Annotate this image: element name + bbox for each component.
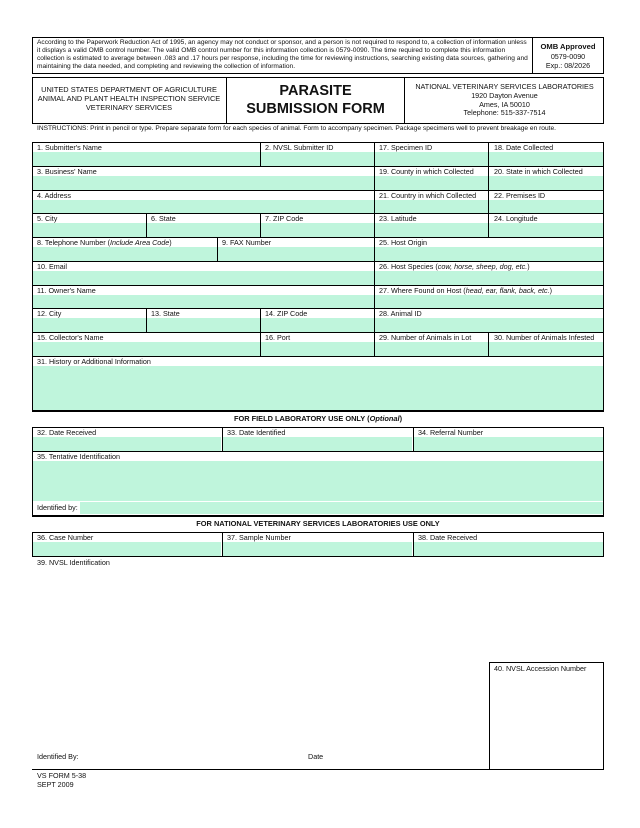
omb-title: OMB Approved <box>540 42 596 51</box>
port-input[interactable] <box>261 342 374 356</box>
grid-line <box>146 308 147 332</box>
label-part: head, ear, flank, back, etc. <box>465 286 550 295</box>
address-input[interactable] <box>33 200 374 213</box>
state-input[interactable] <box>147 223 260 237</box>
form-title-line-1: PARASITE <box>279 83 352 99</box>
animals-in-lot-input[interactable] <box>375 342 488 356</box>
form-title-line-2: SUBMISSION FORM <box>246 101 385 117</box>
grid-line <box>603 532 604 556</box>
agency-line-3: VETERINARY SERVICES <box>85 102 173 112</box>
longitude-input[interactable] <box>489 223 603 237</box>
nvsl-submitter-id-input[interactable] <box>261 152 374 166</box>
country-collected-input[interactable] <box>375 200 488 213</box>
field-label: 37. Sample Number <box>227 533 291 542</box>
agency-line-2: ANIMAL AND PLANT HEALTH INSPECTION SERVICE <box>37 93 221 103</box>
owner-state-input[interactable] <box>147 318 260 332</box>
collector-name-input[interactable] <box>33 342 260 356</box>
field-label: 9. FAX Number <box>222 238 272 247</box>
paperwork-notice: According to the Paperwork Reduction Act of 1995, an agency may not conduct or sponsor, and a person is not required to respond to, a collection of information unless it displays a valid OMB control number. The valid OMB control number for this information collection is 0579-0090. The time required to complete this information collection is estimated to average between .083 and .17 hours per response, including the time for reviewing instructions, searching existing data sources, gathering and maintaining the data needed, and completing and reviewing the collection of information. <box>37 39 528 70</box>
zip-code-input[interactable] <box>261 223 374 237</box>
specimen-id-input[interactable] <box>375 152 488 166</box>
grid-line <box>488 213 489 237</box>
referral-number-input[interactable] <box>414 437 603 451</box>
field-label: Identified By: <box>37 752 79 761</box>
field-label: 23. Latitude <box>379 214 417 223</box>
grid-line <box>413 532 414 556</box>
label-part: 26. Host Species ( <box>379 262 438 271</box>
field-label: 28. Animal ID <box>379 309 422 318</box>
form-title <box>227 82 404 118</box>
field-label: 11. Owner's Name <box>37 286 96 295</box>
field-label: 1. Submitter's Name <box>37 143 102 152</box>
grid-line <box>32 427 33 515</box>
agency-block <box>33 86 225 112</box>
lab-address <box>405 83 604 118</box>
field-label: 36. Case Number <box>37 533 94 542</box>
history-textarea[interactable] <box>33 366 603 410</box>
field-label: 20. State in which Collected <box>494 167 583 176</box>
grid-line <box>488 142 489 213</box>
identified-by-input[interactable] <box>80 502 603 514</box>
lab-address-2: Ames, IA 50010 <box>479 99 530 109</box>
field-label: 34. Referral Number <box>418 428 484 437</box>
field-label: 12. City <box>37 309 62 318</box>
sample-number-input[interactable] <box>223 542 412 556</box>
field-label: 10. Email <box>37 262 67 271</box>
rule <box>32 532 604 533</box>
form-number: VS FORM 5-38 <box>37 771 87 780</box>
premises-id-input[interactable] <box>489 200 603 213</box>
field-label: 7. ZIP Code <box>265 214 304 223</box>
grid-line <box>32 532 33 556</box>
fax-input[interactable] <box>218 247 374 261</box>
label-part: ) <box>169 238 172 247</box>
rule <box>32 427 604 428</box>
business-name-input[interactable] <box>33 176 374 190</box>
grid-line <box>413 427 414 451</box>
grid-line <box>222 427 223 451</box>
animal-id-input[interactable] <box>375 318 603 332</box>
lab-phone: Telephone: 515-337-7514 <box>463 108 546 118</box>
date-collected-input[interactable] <box>489 152 603 166</box>
grid-line <box>217 237 218 261</box>
field-label: 19. County in which Collected <box>379 167 474 176</box>
label-part: cow, horse, sheep, dog, etc. <box>437 262 528 271</box>
heading-part: Optional <box>369 414 400 423</box>
field-label: 6. State <box>151 214 176 223</box>
lab-address-1: 1920 Dayton Avenue <box>471 90 538 100</box>
grid-line <box>222 532 223 556</box>
rule <box>32 515 604 517</box>
field-label: 4. Address <box>37 191 71 200</box>
host-origin-input[interactable] <box>375 247 603 261</box>
telephone-input[interactable] <box>33 247 217 261</box>
rule <box>32 308 604 309</box>
label-part: ) <box>527 262 530 271</box>
grid-line <box>488 332 489 356</box>
label-part: 8. Telephone Number ( <box>37 238 110 247</box>
heading-part: ) <box>399 414 403 423</box>
field-label: 22. Premises ID <box>494 191 546 200</box>
field-label: 17. Specimen ID <box>379 143 433 152</box>
form-date: SEPT 2009 <box>37 780 74 789</box>
county-collected-input[interactable] <box>375 176 488 190</box>
label-part: 27. Where Found on Host ( <box>379 286 466 295</box>
field-label: 13. State <box>151 309 180 318</box>
field-label: 33. Date Identified <box>227 428 286 437</box>
field-label: 25. Host Origin <box>379 238 427 247</box>
heading-part: FOR FIELD LABORATORY USE ONLY ( <box>233 414 370 423</box>
lab-name: NATIONAL VETERINARY SERVICES LABORATORIES <box>415 82 594 91</box>
field-label: 2. NVSL Submitter ID <box>265 143 334 152</box>
submitter-name-input[interactable] <box>33 152 260 166</box>
field-lab-heading <box>32 414 604 424</box>
grid-line <box>603 427 604 515</box>
owner-zip-input[interactable] <box>261 318 374 332</box>
rule <box>32 410 604 412</box>
grid-line <box>374 142 375 356</box>
agency-line-1: UNITED STATES DEPARTMENT OF AGRICULTURE <box>41 85 217 94</box>
label-part: Include Area Code <box>109 238 170 247</box>
grid-line <box>260 213 261 237</box>
field-label: 24. Longitude <box>494 214 538 223</box>
field-label: 32. Date Received <box>37 428 97 437</box>
grid-line <box>260 142 261 166</box>
field-label: 40. NVSL Accession Number <box>494 664 587 673</box>
field-label: 3. Business' Name <box>37 167 97 176</box>
field-label: 5. City <box>37 214 58 223</box>
city-input[interactable] <box>33 223 146 237</box>
nvsl-date-received-input[interactable] <box>414 542 603 556</box>
field-label: 31. History or Additional Information <box>37 357 151 366</box>
field-label: 29. Number of Animals in Lot <box>379 333 472 342</box>
grid-line <box>260 308 261 356</box>
where-found-input[interactable] <box>375 295 603 308</box>
omb-expiration: Exp.: 08/2026 <box>545 61 591 70</box>
field-label <box>379 262 530 271</box>
omb-number: 0579-0090 <box>550 52 586 61</box>
field-label: 30. Number of Animals Infested <box>494 333 595 342</box>
accession-number-box[interactable] <box>489 662 604 770</box>
state-collected-input[interactable] <box>489 176 603 190</box>
field-label: Date <box>308 752 324 761</box>
field-label: 21. Country in which Collected <box>379 191 477 200</box>
tentative-identification-textarea[interactable] <box>33 461 603 501</box>
grid-line <box>146 213 147 237</box>
omb-box <box>533 42 603 70</box>
field-label: 35. Tentative Identification <box>37 452 120 461</box>
grid-line <box>32 142 33 410</box>
case-number-input[interactable] <box>33 542 221 556</box>
rule <box>32 769 604 770</box>
grid-line <box>603 142 604 410</box>
animals-infested-input[interactable] <box>489 342 603 356</box>
owner-name-input[interactable] <box>33 295 374 308</box>
field-label: 16. Port <box>265 333 291 342</box>
field-label: Identified by: <box>37 503 78 512</box>
rule <box>32 556 604 557</box>
field-label <box>37 238 172 247</box>
date-received-input[interactable] <box>33 437 221 451</box>
nvsl-heading: FOR NATIONAL VETERINARY SERVICES LABORATORIES USE ONLY <box>196 519 440 528</box>
email-input[interactable] <box>33 271 374 285</box>
field-label: 15. Collector's Name <box>37 333 104 342</box>
instructions: INSTRUCTIONS: Print in pencil or type. Prepare separate form for each species of animal. Form to accompany specimen. Package specimens well to prevent breakage en route. <box>37 125 556 132</box>
field-label: 18. Date Collected <box>494 143 554 152</box>
date-identified-input[interactable] <box>223 437 412 451</box>
owner-city-input[interactable] <box>33 318 146 332</box>
field-label: 14. ZIP Code <box>265 309 308 318</box>
latitude-input[interactable] <box>375 223 488 237</box>
field-label: 38. Date Received <box>418 533 478 542</box>
host-species-input[interactable] <box>375 271 603 285</box>
label-part: ) <box>549 286 553 295</box>
field-label: 39. NVSL Identification <box>37 558 110 567</box>
field-label <box>379 286 552 295</box>
